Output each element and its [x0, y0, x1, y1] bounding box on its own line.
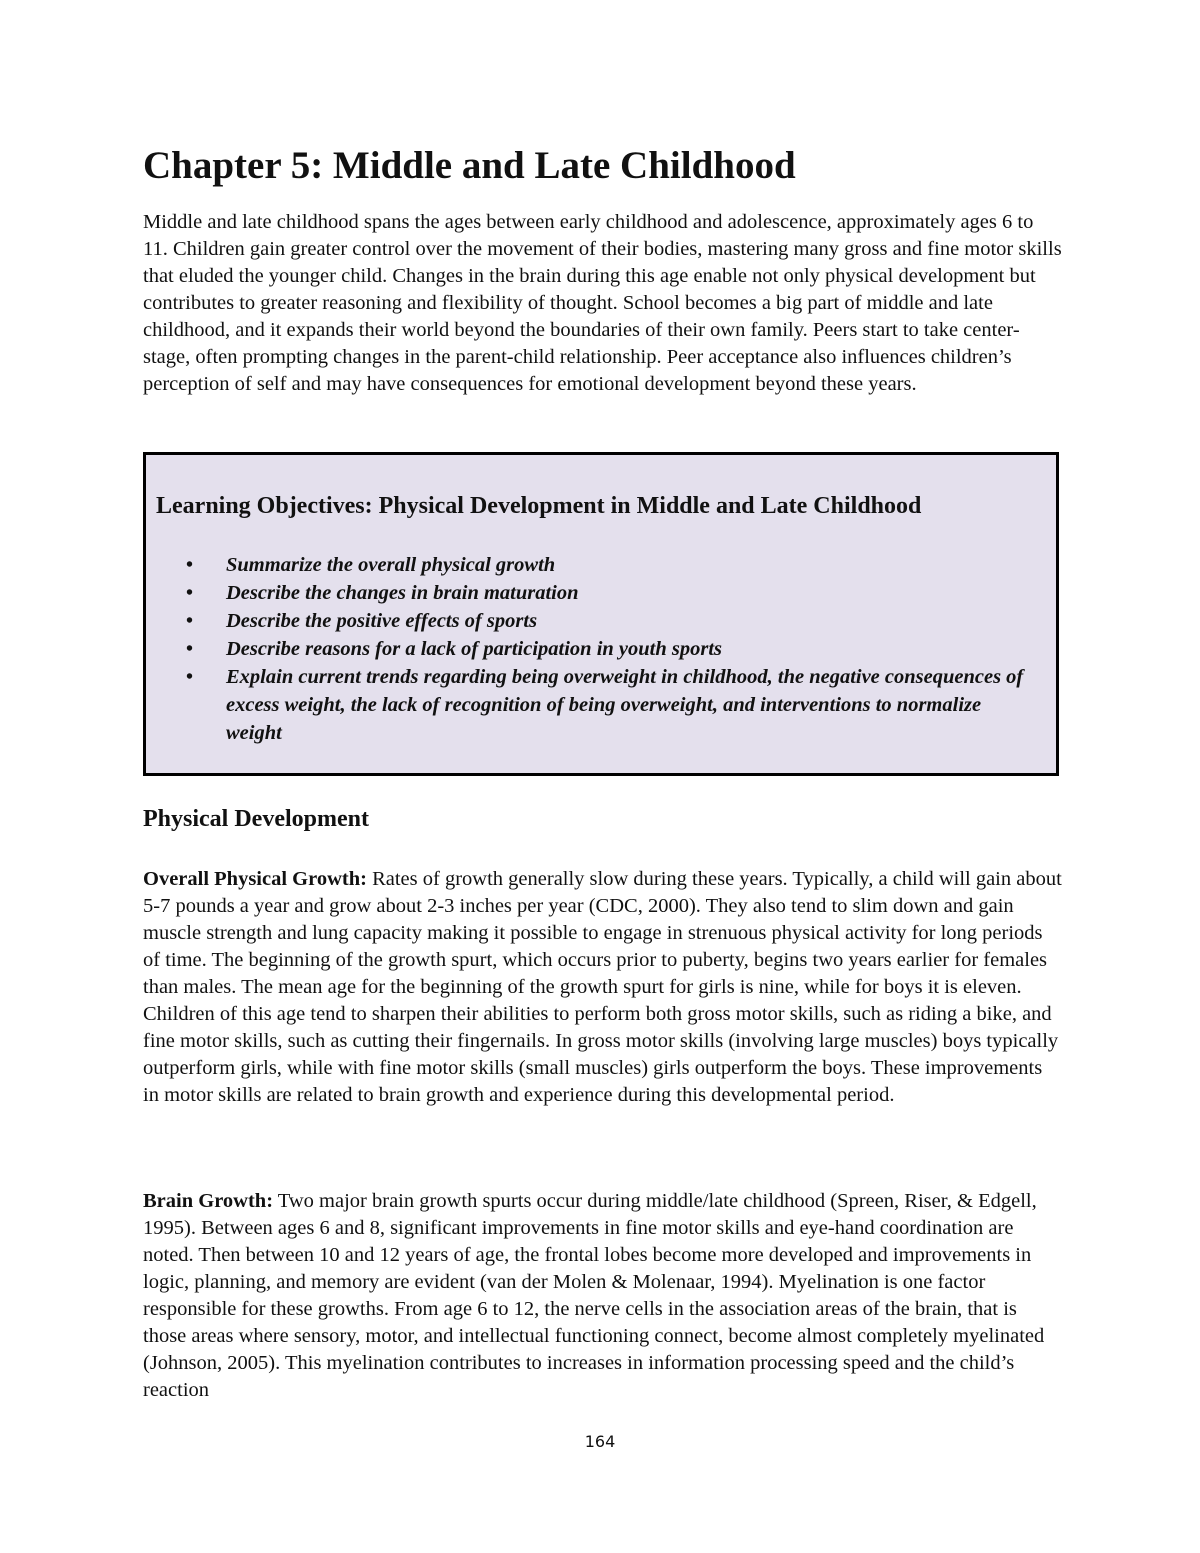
bullet-icon: •: [186, 666, 194, 688]
learning-objectives-title: Learning Objectives: Physical Development in Middle and Late Childhood: [156, 493, 922, 519]
objective-text: Summarize the overall physical growth: [226, 554, 556, 576]
learning-objectives-box: [143, 452, 1059, 776]
objective-item: [186, 579, 1036, 607]
chapter-intro-paragraph: Middle and late childhood spans the ages between early childhood and adolescence, approximately ages 6 to 11. Children gain greater control over the movement of their bodies, mastering many gross and fine motor skills that eluded the younger child. Changes in the brain during this age enable not only physical development but contributes to greater reasoning and flexibility of thought. School becomes a big part of middle and late childhood, and it expands their world beyond the boundaries of their own family. Peers start to take center-stage, often prompting changes in the parent-child relationship. Peer acceptance also influences children’s perception of self and may have consequences for emotional development beyond these years.: [143, 211, 1062, 395]
bullet-icon: •: [186, 582, 194, 604]
page-number: 164: [584, 1432, 616, 1451]
objective-text: Describe reasons for a lack of participation in youth sports: [226, 638, 723, 660]
brain-growth-text: Two major brain growth spurts occur during middle/late childhood (Spreen, Riser, & Edgell, 1995). Between ages 6 and 8, significant improvements in fine motor skills and eye-hand coordination are noted. Then between 10 and 12 years of age, the frontal lobes become more developed and improvements in logic, planning, and memory are evident (van der Molen & Molenaar, 1994). Myelination is one factor responsible for these growths. From age 6 to 12, the nerve cells in the association areas of the brain, that is those areas where sensory, motor, and intellectual functioning connect, become almost completely myelinated (Johnson, 2005). This myelination contributes to increases in information processing speed and the child’s reaction: [143, 1190, 1045, 1401]
objective-text: Describe the changes in brain maturation: [226, 582, 579, 604]
objective-item: [186, 635, 1036, 663]
bullet-icon: •: [186, 610, 194, 632]
learning-objectives-list: [186, 551, 1036, 747]
objective-text: Describe the positive effects of sports: [226, 610, 538, 632]
chapter-title: Chapter 5: Middle and Late Childhood: [143, 144, 796, 187]
bullet-icon: •: [186, 554, 194, 576]
brain-growth-paragraph: [143, 1188, 1063, 1404]
bullet-icon: •: [186, 638, 194, 660]
section-heading: Physical Development: [143, 806, 369, 832]
physical-growth-paragraph: [143, 866, 1063, 1109]
objective-item: [186, 663, 1036, 747]
physical-growth-text: Rates of growth generally slow during these years. Typically, a child will gain about 5-7 pounds a year and grow about 2-3 inches per year (CDC, 2000). They also tend to slim down and gain muscle strength and lung capacity making it possible to engage in strenuous physical activity for long periods of time. The beginning of the growth spurt, which occurs prior to puberty, begins two years earlier for females than males. The mean age for the beginning of the growth spurt for girls is nine, while for boys it is eleven. Children of this age tend to sharpen their abilities to perform both gross motor skills, such as riding a bike, and fine motor skills, such as cutting their fingernails. In gross motor skills (involving large muscles) boys typically outperform girls, while with fine motor skills (small muscles) girls outperform the boys. These improvements in motor skills are related to brain growth and experience during this developmental period.: [143, 868, 1062, 1106]
objective-text: Explain current trends regarding being overweight in childhood, the negative consequences of excess weight, the lack of recognition of being overweight, and interventions to normalize weight: [226, 666, 1024, 744]
physical-growth-lead: Overall Physical Growth:: [143, 868, 367, 890]
brain-growth-lead: Brain Growth:: [143, 1190, 274, 1212]
objective-item: [186, 551, 1036, 579]
objective-item: [186, 607, 1036, 635]
